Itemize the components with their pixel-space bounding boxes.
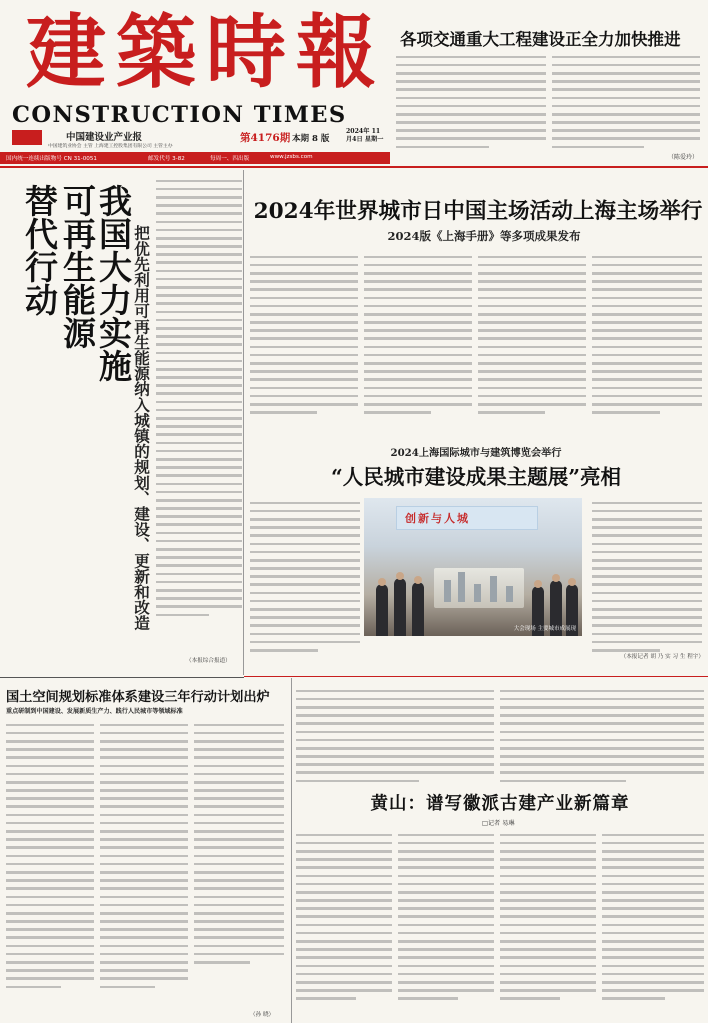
expo-photo-caption: 大会现场 主要城市成展现 [513, 626, 576, 632]
expo-photo-city-model [434, 568, 524, 608]
english-name: CONSTRUCTION TIMES [12, 102, 347, 128]
world-cities-day-story [244, 170, 708, 440]
lead-title-line-1: 我国大力实施 [94, 184, 133, 382]
cn-number: 国内统一连续出版物号 CN 31-0051 [6, 156, 97, 162]
huangshan-body-2 [398, 828, 494, 1018]
huangshan-top-body-right [500, 684, 704, 784]
spatial-plan-title: 国土空间规划标准体系建设三年行动计划出炉 [6, 690, 270, 705]
expo-title: “人民城市建设成果主题展”亮相 [330, 465, 622, 489]
lead-deck: 把优先利用可再生能源纳入城镇的规划、建设、更新和改造 [132, 225, 151, 631]
lead-story [0, 170, 242, 675]
expo-kicker: 2024上海国际城市与建筑博览会举行 [390, 447, 562, 459]
expo-photo-banner-text: 创新与人城 [405, 512, 470, 525]
issue-number: 第4176期 [240, 132, 291, 144]
expo-photo-face [534, 580, 542, 588]
publisher-sub: 中国建筑业协会 主管 上海建工控股集团有限公司 主管主办 [48, 144, 173, 149]
wcd-body-col-2 [364, 250, 472, 435]
wcd-body-col-3 [478, 250, 586, 435]
expo-photo-face [378, 578, 386, 586]
spatial-plan-subtitle: 重点研制到中国建设、发展新质生产力、践行人民城市等领域标准 [6, 708, 183, 715]
lead-byline: （本报综合报道） [186, 658, 231, 664]
issue-date: 2024年 11月4日 星期一 [346, 128, 384, 143]
middle-rule [244, 676, 708, 677]
wcd-title: 2024年世界城市日中国主场活动上海主场举行 [253, 199, 703, 224]
expo-body-right [592, 496, 702, 671]
expo-photo-face [568, 578, 576, 586]
top-right-story-title: 各项交通重大工程建设正全力加快推进 [400, 30, 681, 49]
huangshan-body-3 [500, 828, 596, 1018]
info-bar [0, 152, 390, 164]
post-code: 邮发代号 3-82 [148, 156, 185, 162]
expo-photo-face [414, 576, 422, 584]
expo-photo-person [376, 584, 388, 636]
huangshan-byline: □记者 易琳 [482, 820, 515, 827]
spatial-plan-body-3 [194, 718, 284, 1008]
huangshan-body-4 [602, 828, 704, 1018]
lead-title-line-3: 替代行动 [20, 184, 59, 316]
expo-photo-person [412, 582, 424, 636]
logo-char-3: 時 [206, 5, 286, 99]
page-count: 本期 8 版 [292, 134, 330, 144]
masthead-logo [24, 6, 376, 98]
top-right-story-byline: （陈爱玲） [667, 154, 698, 161]
logo-char-1: 建 [26, 5, 106, 99]
spatial-plan-body-2 [100, 718, 188, 1018]
spatial-plan-byline: （孙 晓） [250, 1012, 275, 1018]
huangshan-top-body-left [296, 684, 494, 784]
top-right-story [392, 20, 704, 165]
expo-photo-person [394, 578, 406, 636]
huangshan-body-1 [296, 828, 392, 1018]
logo-char-2: 築 [116, 5, 196, 99]
publish-days: 每周一、四出版 [210, 156, 250, 162]
publisher-badge [12, 130, 42, 145]
wcd-subtitle: 2024版《上海手册》等多项成果发布 [387, 229, 581, 243]
top-right-story-body-left [396, 50, 546, 150]
lead-title-line-2: 可再生能源 [58, 184, 97, 349]
top-right-story-body-right [552, 50, 700, 150]
lead-body [156, 174, 242, 652]
spatial-plan-story [0, 678, 290, 1023]
masthead [0, 0, 390, 165]
website: www.jzsbs.com [270, 154, 313, 160]
huangshan-story [292, 678, 708, 1023]
expo-photo [364, 498, 582, 636]
publisher-name: 中国建设业产业报 [66, 132, 143, 143]
logo-char-4: 報 [296, 5, 376, 99]
wcd-body-col-4 [592, 250, 702, 435]
expo-photo-face [396, 572, 404, 580]
top-rule [0, 166, 708, 168]
spatial-plan-body-1 [6, 718, 94, 1018]
wcd-body-col-1 [250, 250, 358, 435]
huangshan-title: 黄山：谱写徽派古建产业新篇章 [370, 794, 630, 814]
expo-photo-banner [396, 506, 538, 530]
lead-title [20, 184, 133, 624]
expo-byline: （本报记者 胡 乃 实 习 生 程宇） [620, 654, 704, 660]
expo-body-left [250, 496, 360, 671]
expo-photo-face [552, 574, 560, 582]
